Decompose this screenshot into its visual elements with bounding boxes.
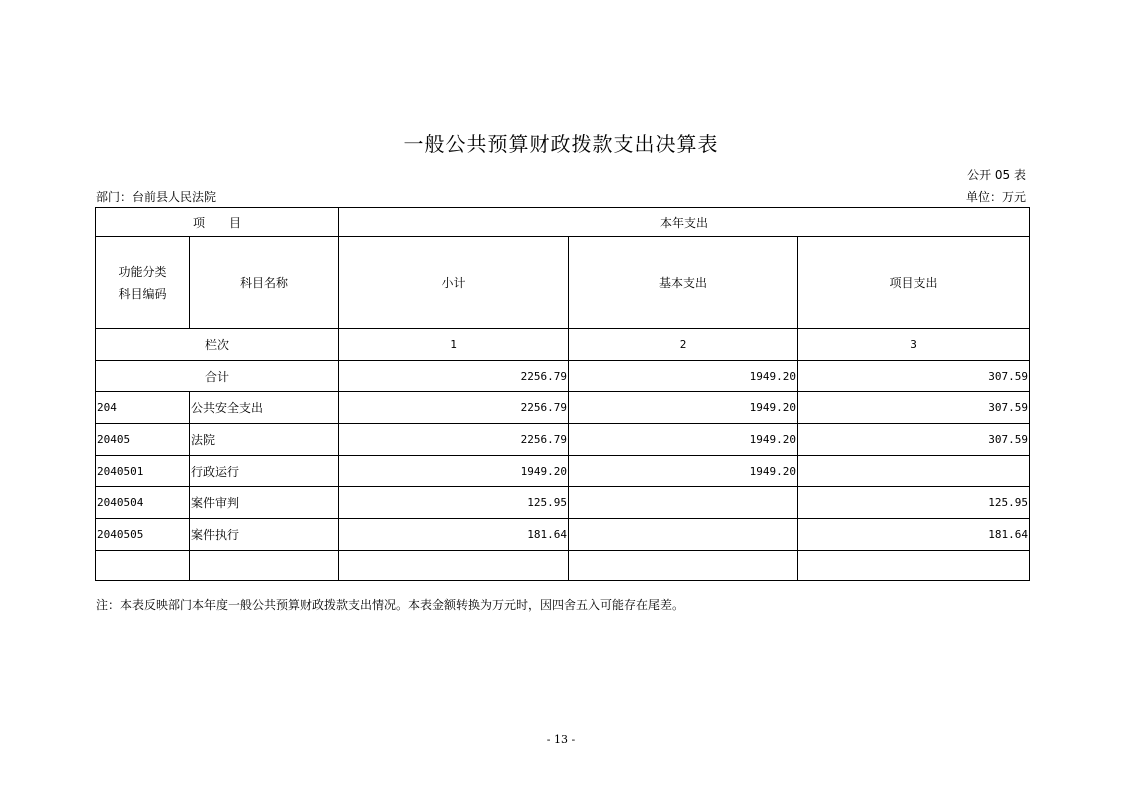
empty-row bbox=[96, 551, 1030, 581]
row-name: 行政运行 bbox=[190, 456, 339, 487]
header-project: 项目支出 bbox=[798, 237, 1030, 329]
table-row bbox=[96, 487, 1030, 519]
row-code: 20405 bbox=[96, 424, 190, 456]
row-basic: 1949.20 bbox=[569, 392, 798, 424]
expenditure-table bbox=[95, 207, 1030, 581]
row-subtotal: 2256.79 bbox=[339, 424, 569, 456]
empty-cell bbox=[569, 551, 798, 581]
row-code: 2040505 bbox=[96, 519, 190, 551]
column-number-row bbox=[96, 329, 1030, 361]
header-basic: 基本支出 bbox=[569, 237, 798, 329]
row-code: 2040501 bbox=[96, 456, 190, 487]
empty-cell bbox=[798, 551, 1030, 581]
header-current-year-expenditure: 本年支出 bbox=[339, 208, 1030, 237]
total-label: 合计 bbox=[96, 361, 339, 392]
empty-cell bbox=[339, 551, 569, 581]
row-subtotal: 1949.20 bbox=[339, 456, 569, 487]
row-project: 125.95 bbox=[798, 487, 1030, 519]
table-row bbox=[96, 456, 1030, 487]
row-project: 181.64 bbox=[798, 519, 1030, 551]
page-number: - 13 - bbox=[546, 733, 576, 746]
row-subtotal: 181.64 bbox=[339, 519, 569, 551]
total-row bbox=[96, 361, 1030, 392]
empty-cell bbox=[96, 551, 190, 581]
row-code: 204 bbox=[96, 392, 190, 424]
col-number-1: 1 bbox=[339, 329, 569, 361]
row-code: 2040504 bbox=[96, 487, 190, 519]
row-name: 案件执行 bbox=[190, 519, 339, 551]
row-project: 307.59 bbox=[798, 424, 1030, 456]
header-func-code-line1: 功能分类 bbox=[118, 264, 167, 279]
empty-cell bbox=[190, 551, 339, 581]
table-row bbox=[96, 424, 1030, 456]
header-row-1 bbox=[96, 208, 1030, 237]
row-subtotal: 125.95 bbox=[339, 487, 569, 519]
row-name: 公共安全支出 bbox=[190, 392, 339, 424]
row-name: 法院 bbox=[190, 424, 339, 456]
row-name: 案件审判 bbox=[190, 487, 339, 519]
footnote: 注：本表反映部门本年度一般公共预算财政拨款支出情况。本表金额转换为万元时，因四舍五入可能存在尾差。 bbox=[96, 598, 685, 612]
row-basic bbox=[569, 487, 798, 519]
header-subject-name: 科目名称 bbox=[190, 237, 339, 329]
row-basic: 1949.20 bbox=[569, 456, 798, 487]
row-basic: 1949.20 bbox=[569, 424, 798, 456]
header-subtotal: 小计 bbox=[339, 237, 569, 329]
header-row-2 bbox=[96, 237, 1030, 329]
row-subtotal: 2256.79 bbox=[339, 392, 569, 424]
row-project bbox=[798, 456, 1030, 487]
header-func-code-line2: 科目编码 bbox=[118, 286, 167, 301]
table-row bbox=[96, 519, 1030, 551]
column-row-label: 栏次 bbox=[96, 329, 339, 361]
total-project: 307.59 bbox=[798, 361, 1030, 392]
row-project: 307.59 bbox=[798, 392, 1030, 424]
col-number-2: 2 bbox=[569, 329, 798, 361]
col-number-3: 3 bbox=[798, 329, 1030, 361]
header-item: 项 目 bbox=[96, 208, 339, 237]
table-row bbox=[96, 392, 1030, 424]
total-subtotal: 2256.79 bbox=[339, 361, 569, 392]
report-title: 一般公共预算财政拨款支出决算表 bbox=[403, 132, 719, 156]
form-number: 公开 05 表 bbox=[967, 168, 1026, 182]
unit-label: 单位：万元 bbox=[965, 190, 1026, 204]
header-func-code bbox=[96, 237, 190, 329]
row-basic bbox=[569, 519, 798, 551]
department-label: 部门：台前县人民法院 bbox=[96, 190, 217, 204]
total-basic: 1949.20 bbox=[569, 361, 798, 392]
